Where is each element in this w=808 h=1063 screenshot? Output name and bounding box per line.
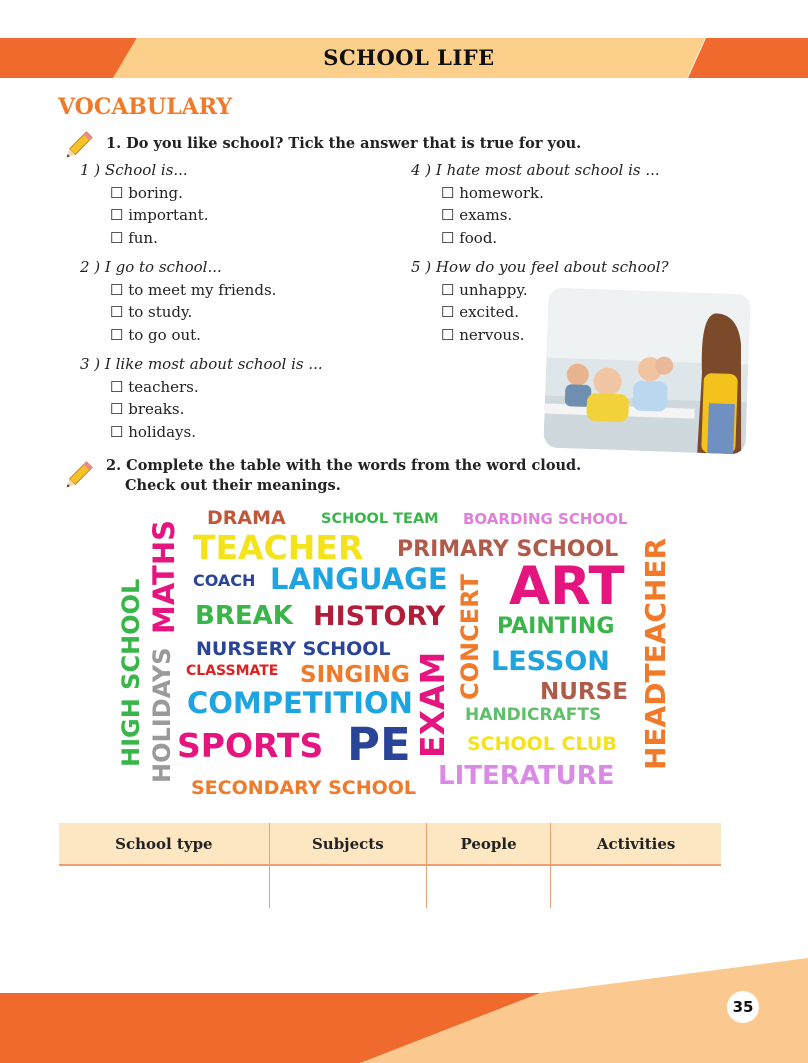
answer-option[interactable]: ☐ excited.: [441, 303, 520, 321]
cloud-word: SCHOOL CLUB: [467, 733, 617, 755]
cloud-word: DRAMA: [207, 507, 286, 529]
answer-option[interactable]: ☐ unhappy.: [441, 280, 528, 299]
cloud-word: PAINTING: [497, 614, 615, 639]
column-header-activities: Activities: [551, 823, 721, 865]
cloud-word: HISTORY: [313, 601, 446, 632]
cloud-word: PRIMARY SCHOOL: [397, 537, 619, 562]
footer-band: [0, 958, 808, 1063]
question-prompt: 5 ) How do you feel about school?: [411, 258, 669, 276]
answer-option[interactable]: ☐ exams.: [441, 206, 513, 224]
answer-option[interactable]: ☐ to meet my friends.: [110, 280, 277, 299]
cloud-word: NURSE: [540, 679, 628, 705]
cloud-word: CONCERT: [456, 574, 484, 700]
question-3: [80, 353, 323, 443]
vocabulary-table: [59, 823, 721, 908]
answer-option[interactable]: ☐ to study.: [110, 303, 193, 321]
pencil-icon: [60, 458, 96, 494]
header-right-band: [688, 38, 808, 78]
table-cell-school-type[interactable]: [59, 865, 269, 908]
answer-option[interactable]: ☐ fun.: [110, 228, 158, 247]
page-title: SCHOOL LIFE: [323, 45, 495, 70]
cloud-word: COMPETITION: [187, 686, 413, 720]
exercise1-instruction: 1. Do you like school? Tick the answer that is true for you.: [106, 135, 582, 152]
question-prompt: 1 ) School is...: [80, 161, 188, 179]
question-2: [80, 256, 276, 346]
classroom-photo: [543, 288, 750, 455]
cloud-word: PE: [347, 718, 411, 771]
column-header-school-type: School type: [59, 823, 269, 865]
cloud-word: SINGING: [300, 662, 410, 688]
table-row: [59, 865, 721, 908]
cloud-word: SECONDARY SCHOOL: [191, 777, 417, 799]
cloud-word: TEACHER: [193, 528, 364, 567]
answer-option[interactable]: ☐ holidays.: [110, 422, 196, 441]
column-header-people: People: [426, 823, 550, 865]
cloud-word: LESSON: [491, 646, 610, 677]
cloud-word: ART: [509, 556, 625, 617]
cloud-word: CLASSMATE: [186, 663, 279, 679]
table-cell-activities[interactable]: [551, 865, 721, 908]
instruction-line: 2. Complete the table with the words from the word cloud.: [106, 457, 582, 474]
cloud-word: MATHS: [147, 520, 181, 634]
cloud-word: HEADTEACHER: [639, 537, 672, 770]
cloud-word: COACH: [193, 571, 256, 590]
question-prompt: 4 ) I hate most about school is ...: [411, 161, 660, 179]
table-cell-people[interactable]: [426, 865, 550, 908]
answer-option[interactable]: ☐ boring.: [110, 183, 183, 202]
answer-option[interactable]: ☐ food.: [441, 228, 498, 247]
answer-option[interactable]: ☐ nervous.: [441, 325, 525, 344]
question-prompt: 2 ) I go to school...: [80, 258, 222, 276]
cloud-word: SCHOOL TEAM: [321, 511, 439, 527]
answer-option[interactable]: ☐ breaks.: [110, 400, 185, 418]
cloud-word: HIGH SCHOOL: [117, 578, 145, 767]
cloud-word: LANGUAGE: [270, 562, 448, 596]
cloud-word: LITERATURE: [438, 761, 615, 791]
answer-option[interactable]: ☐ homework.: [441, 183, 544, 202]
table-cell-subjects[interactable]: [269, 865, 426, 908]
answer-option[interactable]: ☐ important.: [110, 206, 209, 224]
cloud-word: EXAM: [413, 651, 452, 758]
answer-option[interactable]: ☐ teachers.: [110, 377, 199, 396]
cloud-word: HOLIDAYS: [148, 647, 176, 783]
exercise2-instruction: [106, 456, 581, 496]
column-header-subjects: Subjects: [269, 823, 426, 865]
cloud-word: NURSERY SCHOOL: [196, 638, 391, 660]
cloud-word: BREAK: [195, 601, 293, 631]
question-4: [411, 159, 660, 249]
cloud-word: SPORTS: [177, 726, 324, 765]
page-number: 35: [727, 991, 759, 1023]
table-header-row: [59, 823, 721, 865]
instruction-line: Check out their meanings.: [125, 477, 341, 494]
question-1: [80, 159, 208, 249]
cloud-word: BOARDING SCHOOL: [463, 510, 628, 528]
question-prompt: 3 ) I like most about school is ...: [80, 355, 323, 373]
answer-option[interactable]: ☐ to go out.: [110, 325, 201, 344]
cloud-word: HANDICRAFTS: [465, 705, 602, 725]
section-title: VOCABULARY: [58, 94, 233, 120]
